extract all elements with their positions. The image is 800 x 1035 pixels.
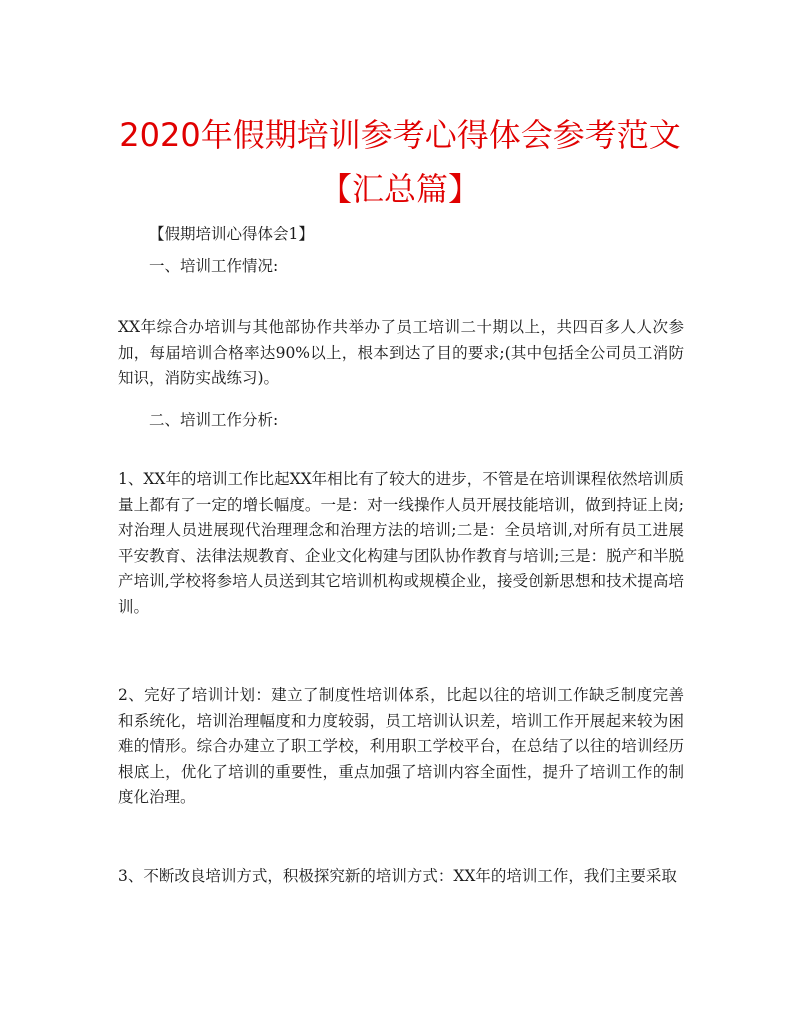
paragraph-training-status: XX年综合办培训与其他部协作共举办了员工培训二十期以上，共四百多人人次参加，每届培训合格率达90%以上，根本到达了目的要求;(其中包括全公司员工消防知识，消防实战练习)。 xyxy=(118,318,684,387)
paragraph-analysis-2: 2、完好了培训计划：建立了制度性培训体系，比起以往的培训工作缺乏制度完善和系统化，培训治理幅度和力度较弱，员工培训认识差，培训工作开展起来较为困难的情形。综合办建立了职工学校，利用职工学校平台，在总结了以往的培训经历根底上，优化了培训的重要性，重点加强了培训内容全面性，提升了培训工作的制度化治理。 xyxy=(118,686,684,806)
paragraph-analysis-3: 3、不断改良培训方式，积极探究新的培训方式：XX年的培训工作，我们主要采取 xyxy=(118,867,677,885)
paragraph-analysis-1: 1、XX年的培训工作比起XX年相比有了较大的进步，不管是在培训课程依然培训质量上都有了一定的增长幅度。一是：对一线操作人员开展技能培训，做到持证上岗;对治理人员进展现代治理理念和治理方法的培训;二是：全员培训,对所有员工进展平安教育、法律法规教育、企业文化构建与团队协作教育与培训;三是：脱产和半脱产培训,学校将参培人员送到其它培训机构或规模企业，接受创新思想和技术提高培训。 xyxy=(118,470,684,616)
subheading-training-status: 一、培训工作情况: xyxy=(149,257,279,275)
section-heading: 【假期培训心得体会1】 xyxy=(149,225,314,243)
document-title: 2020年假期培训参考心得体会参考范文【汇总篇】 xyxy=(119,116,681,208)
subheading-training-analysis: 二、培训工作分析: xyxy=(149,411,279,429)
